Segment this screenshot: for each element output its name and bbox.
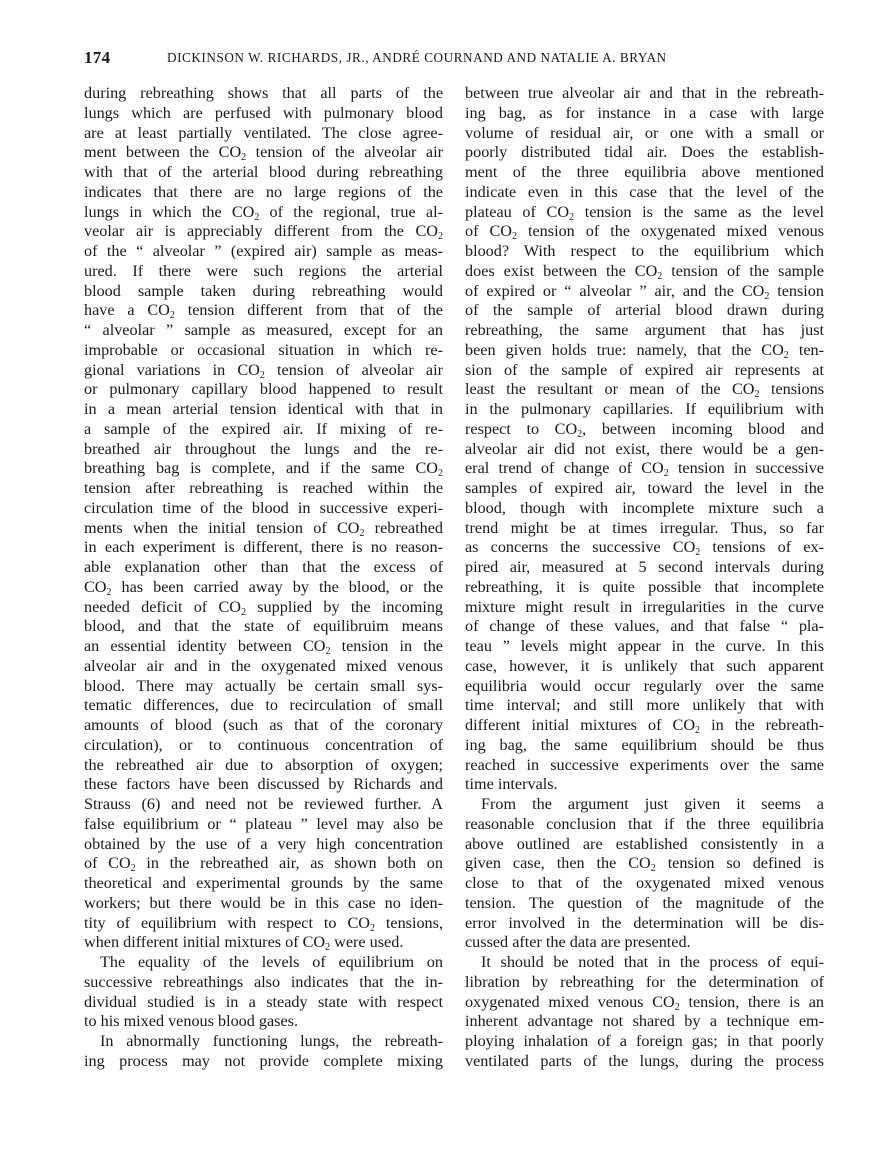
text-line: in each experiment is different, there is no reason-	[84, 538, 443, 557]
text-line: time intervals.	[465, 775, 558, 794]
text-line: veolar air is appreciably different from the $CO_2$	[84, 222, 443, 243]
text-line: blood? With respect to the equilibrium which	[465, 242, 824, 260]
text-line: in a mean arterial tension identical with that in	[84, 400, 443, 418]
text-line: In abnormally functioning lungs, the rebreath-	[100, 1032, 443, 1050]
text-line: lungs which are perfused with pulmonary blood	[84, 103, 443, 122]
text-line: circulation), or to continuous concentration of	[84, 735, 443, 754]
text-line: ploying inhalation of a foreign gas; in that poorly	[465, 1032, 824, 1050]
text-line: ing bag, as for instance in a case with large	[465, 103, 824, 122]
text-line: ing bag, the same equilibrium should be thus	[465, 735, 824, 754]
text-line: or pulmonary capillary blood happened to result	[84, 380, 443, 399]
right-column	[465, 84, 824, 1072]
text-line: ment of the three equilibria above mentioned	[465, 163, 824, 181]
text-line: given case, then the $CO_2$ tension so defined is	[465, 854, 824, 875]
text-line: cussed after the data are presented.	[465, 933, 691, 952]
text-line: as concerns the successive $CO_2$ tensions of ex-	[465, 538, 824, 559]
text-line: poorly distributed tidal air. Does the establish-	[465, 143, 824, 162]
text-line: breathed air throughout the lungs and the re-	[84, 439, 443, 458]
text-line: above outlined are established consistently in a	[465, 834, 824, 853]
text-line: tension. The question of the magnitude of the	[465, 893, 824, 912]
text-line: least the resultant or mean of the $CO_2$ tensions	[465, 380, 825, 401]
page-number: 174	[84, 48, 111, 67]
text-line: blood. There may actually be certain small sys-	[84, 676, 443, 695]
text-line: plateau of $CO_2$ tension is the same as the level	[465, 202, 825, 223]
text-line: lungs in which the $CO_2$ of the regional, true al-	[84, 202, 443, 223]
text-line: during rebreathing shows that all parts of the	[84, 84, 443, 102]
text-line: indicate even in this case that the level of the	[465, 182, 824, 201]
text-line: alveolar air did not exist, there would be a gen-	[465, 439, 824, 458]
text-line: theoretical and experimental grounds by the same	[84, 874, 443, 892]
text-line: ment between the $CO_2$ tension of the alveolar air	[84, 143, 443, 164]
text-line: libration by rebreathing for the determination of	[465, 972, 824, 991]
text-line: ments when the initial tension of $CO_2$ rebreathed	[84, 518, 443, 539]
text-line: error involved in the determination will be dis-	[465, 913, 824, 932]
left-column	[84, 84, 443, 1072]
text-line: blood sample taken during rebreathing would	[84, 281, 443, 300]
text-line: these factors have been discussed by Richards and	[84, 775, 443, 794]
text-line: pired air, measured at 5 second intervals during	[465, 558, 824, 576]
text-line: obtained by the use of a very high concentration	[84, 834, 443, 853]
text-line: a sample of the expired air. If mixing of re-	[84, 419, 443, 438]
text-line: with that of the arterial blood during rebreathing	[84, 163, 443, 181]
text-line: of $CO_2$ tension of the oxygenated mixed venous	[465, 222, 824, 243]
text-line: “ alveolar ” sample as measured, except for an	[84, 321, 443, 339]
text-line: needed deficit of $CO_2$ supplied by the incoming	[84, 597, 444, 618]
text-line: blood, and that the state of equilibruim means	[84, 617, 443, 636]
text-line: between true alveolar air and that in the rebreath-	[465, 84, 824, 102]
text-line: volume of residual air, or one with a small or	[465, 123, 824, 142]
text-line: It should be noted that in the process of equi-	[481, 953, 824, 971]
text-line: equilibria would occur regularly over the same	[465, 676, 824, 695]
text-line: the rebreathed air due to absorption of oxygen;	[84, 755, 443, 774]
text-line: ventilated parts of the lungs, during the process	[465, 1051, 824, 1070]
text-line: rebreathing, it is quite possible that incomplete	[465, 577, 824, 596]
text-line: Strauss (6) and need not be reviewed further. A	[84, 795, 443, 813]
text-line: trend might be at times irregular. Thus, so far	[465, 518, 824, 537]
text-line: samples of expired air, toward the level in the	[465, 479, 824, 497]
text-line: are at least partially ventilated. The close agree-	[84, 123, 443, 142]
text-line: of the “ alveolar ” (expired air) sample as meas-	[84, 242, 443, 260]
text-line: reached in successive experiments over the same	[465, 755, 824, 774]
text-line: of the sample of arterial blood drawn during	[465, 301, 824, 320]
text-line: does exist between the $CO_2$ tension of the sample	[465, 261, 824, 282]
text-line: when different initial mixtures of $CO_2$ were used.	[84, 933, 404, 954]
text-line: of change of these values, and that false “ pla-	[465, 617, 824, 636]
text-line: of $CO_2$ in the rebreathed air, as shown both on	[84, 854, 443, 875]
text-line: able explanation other than that the excess of	[84, 558, 443, 576]
text-line: sion of the sample of expired air represents at	[465, 360, 824, 379]
text-line: tity of equilibrium with respect to $CO_2$ tensions,	[84, 913, 444, 934]
text-line: indicates that there are no large regions of the	[84, 182, 443, 201]
text-line: false equilibrium or “ plateau ” level may also be	[84, 814, 443, 833]
text-line: $CO_2$ has been carried away by the blood, or the	[84, 577, 443, 598]
text-line: circulation time of the blood in successive experi-	[84, 498, 443, 517]
text-line: ured. If there were such regions the arterial	[84, 261, 443, 280]
text-line: workers; but there would be in this case no iden-	[84, 893, 443, 912]
text-line: of expired or “ alveolar ” air, and the $CO_2$ tension	[465, 281, 824, 302]
text-line: different initial mixtures of $CO_2$ in the rebreath-	[465, 716, 824, 736]
text-line: in the pulmonary capillaries. If equilibrium with	[465, 400, 824, 418]
text-line: tematic differences, due to recirculation of small	[84, 696, 443, 715]
text-line: teau ” levels might appear in the curve. In this	[465, 637, 824, 655]
text-line: amounts of blood (such as that of the coronary	[84, 716, 443, 734]
text-line: ing process may not provide complete mixing	[84, 1051, 443, 1070]
running-head-authors: DICKINSON W. RICHARDS, JR., ANDRÉ COURNAND AND NATALIE A. BRYAN	[167, 50, 667, 65]
text-line: successive rebreathings also indicates that the in-	[84, 972, 443, 991]
text-line: blood, though with incomplete mixture such a	[465, 498, 824, 517]
text-line: case, however, it is unlikely that such apparent	[465, 656, 824, 675]
text-line: alveolar air and in the oxygenated mixed venous	[84, 656, 443, 675]
text-line: time interval; and still more unlikely that with	[465, 696, 824, 715]
text-line: improbable or occasional situation in which re-	[84, 340, 443, 359]
text-line: have a $CO_2$ tension different from that of the	[84, 301, 443, 322]
text-line: an essential identity between $CO_2$ tension in the	[84, 637, 443, 657]
page-header	[84, 48, 824, 70]
text-line: From the argument just given it seems a	[481, 795, 824, 813]
text-line: mixture might result in irregularities in the curve	[465, 597, 824, 616]
text-line: eral trend of change of $CO_2$ tension in successive	[465, 459, 824, 480]
text-line: tension after rebreathing is reached within the	[84, 479, 443, 497]
text-line: close to that of the oxygenated mixed venous	[465, 874, 824, 892]
text-line: respect to $CO_2$, between incoming blood and	[465, 419, 824, 440]
text-line: breathing bag is complete, and if the same $CO_2$	[84, 459, 443, 480]
text-line: inherent advantage not shared by a technique em-	[465, 1012, 824, 1031]
text-line: rebreathing, the same argument that has just	[465, 321, 824, 339]
text-line: The equality of the levels of equilibrium on	[100, 953, 443, 971]
text-line: gional variations in $CO_2$ tension of alveolar air	[84, 360, 443, 381]
text-line: to his mixed venous blood gases.	[84, 1012, 299, 1031]
text-line: dividual studied is in a steady state with respect	[84, 992, 443, 1011]
text-line: reasonable conclusion that if the three equilibria	[465, 814, 824, 833]
text-line: oxygenated mixed venous $CO_2$ tension, there is an	[465, 992, 825, 1013]
text-line: been given holds true: namely, that the $CO_2$ ten-	[465, 340, 824, 361]
